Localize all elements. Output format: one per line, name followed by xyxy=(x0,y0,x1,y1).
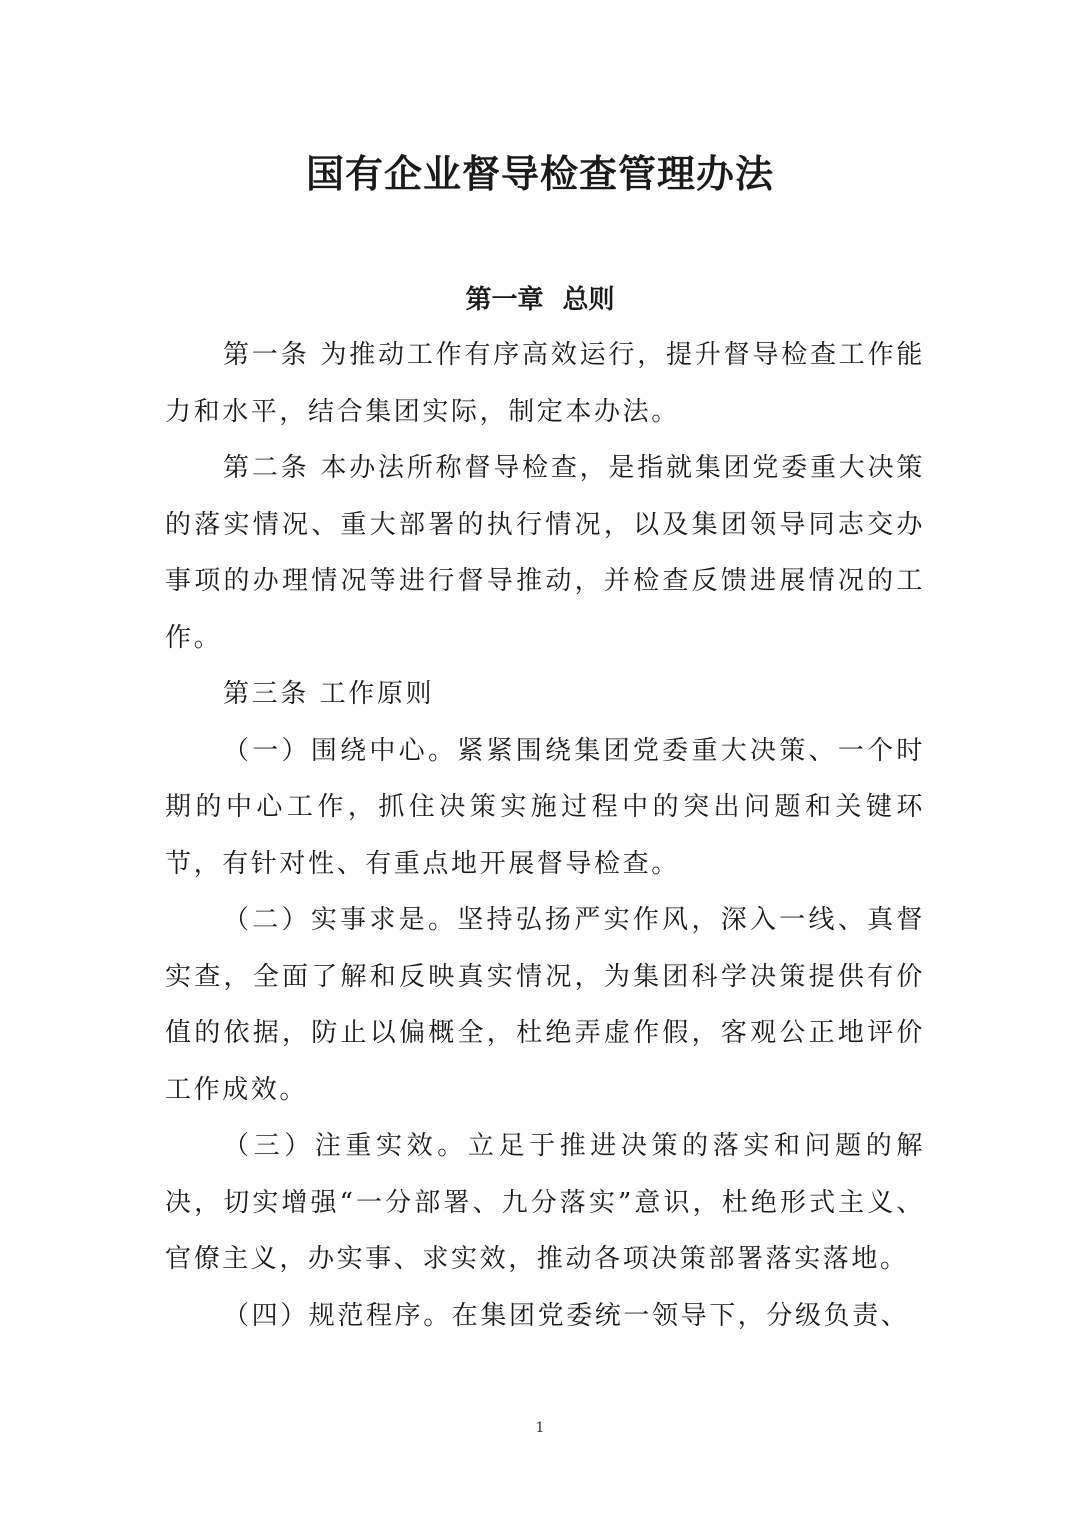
chapter-heading: 第一章 总则 xyxy=(465,285,615,315)
page-number: 1 xyxy=(535,1420,545,1436)
document-title: 国有企业督导检查管理办法 xyxy=(305,152,774,196)
principle-2-paragraph: （二）实事求是。坚持弘扬严实作风，深入一线、真督实查，全面了解和反映真实情况，为集团科学决策提供有价值的依据，防止以偏概全，杜绝弄虚作假，客观公正地评价工作成效。 xyxy=(165,905,925,1105)
article-1-paragraph: 第一条 为推动工作有序高效运行，提升督导检查工作能力和水平，结合集团实际，制定本办法。 xyxy=(165,340,925,427)
article-3-heading: 第三条 工作原则 xyxy=(223,679,435,709)
principle-4-paragraph: （四）规范程序。在集团党委统一领导下，分级负责、 xyxy=(223,1300,910,1331)
article-2-paragraph: 第二条 本办法所称督导检查，是指就集团党委重大决策的落实情况、重大部署的执行情况，以及集团领导同志交办事项的办理情况等进行督导推动，并检查反馈进展情况的工作。 xyxy=(165,453,925,653)
principle-1-paragraph: （一）围绕中心。紧紧围绕集团党委重大决策、一个时期的中心工作，抓住决策实施过程中的突出问题和关键环节，有针对性、有重点地开展督导检查。 xyxy=(165,735,925,879)
principle-3-paragraph: （三）注重实效。立足于推进决策的落实和问题的解决，切实增强“一分部署、九分落实”意识，杜绝形式主义、官僚主义，办实事、求实效，推动各项决策部署落实落地。 xyxy=(165,1131,925,1274)
document-body xyxy=(165,327,925,1344)
